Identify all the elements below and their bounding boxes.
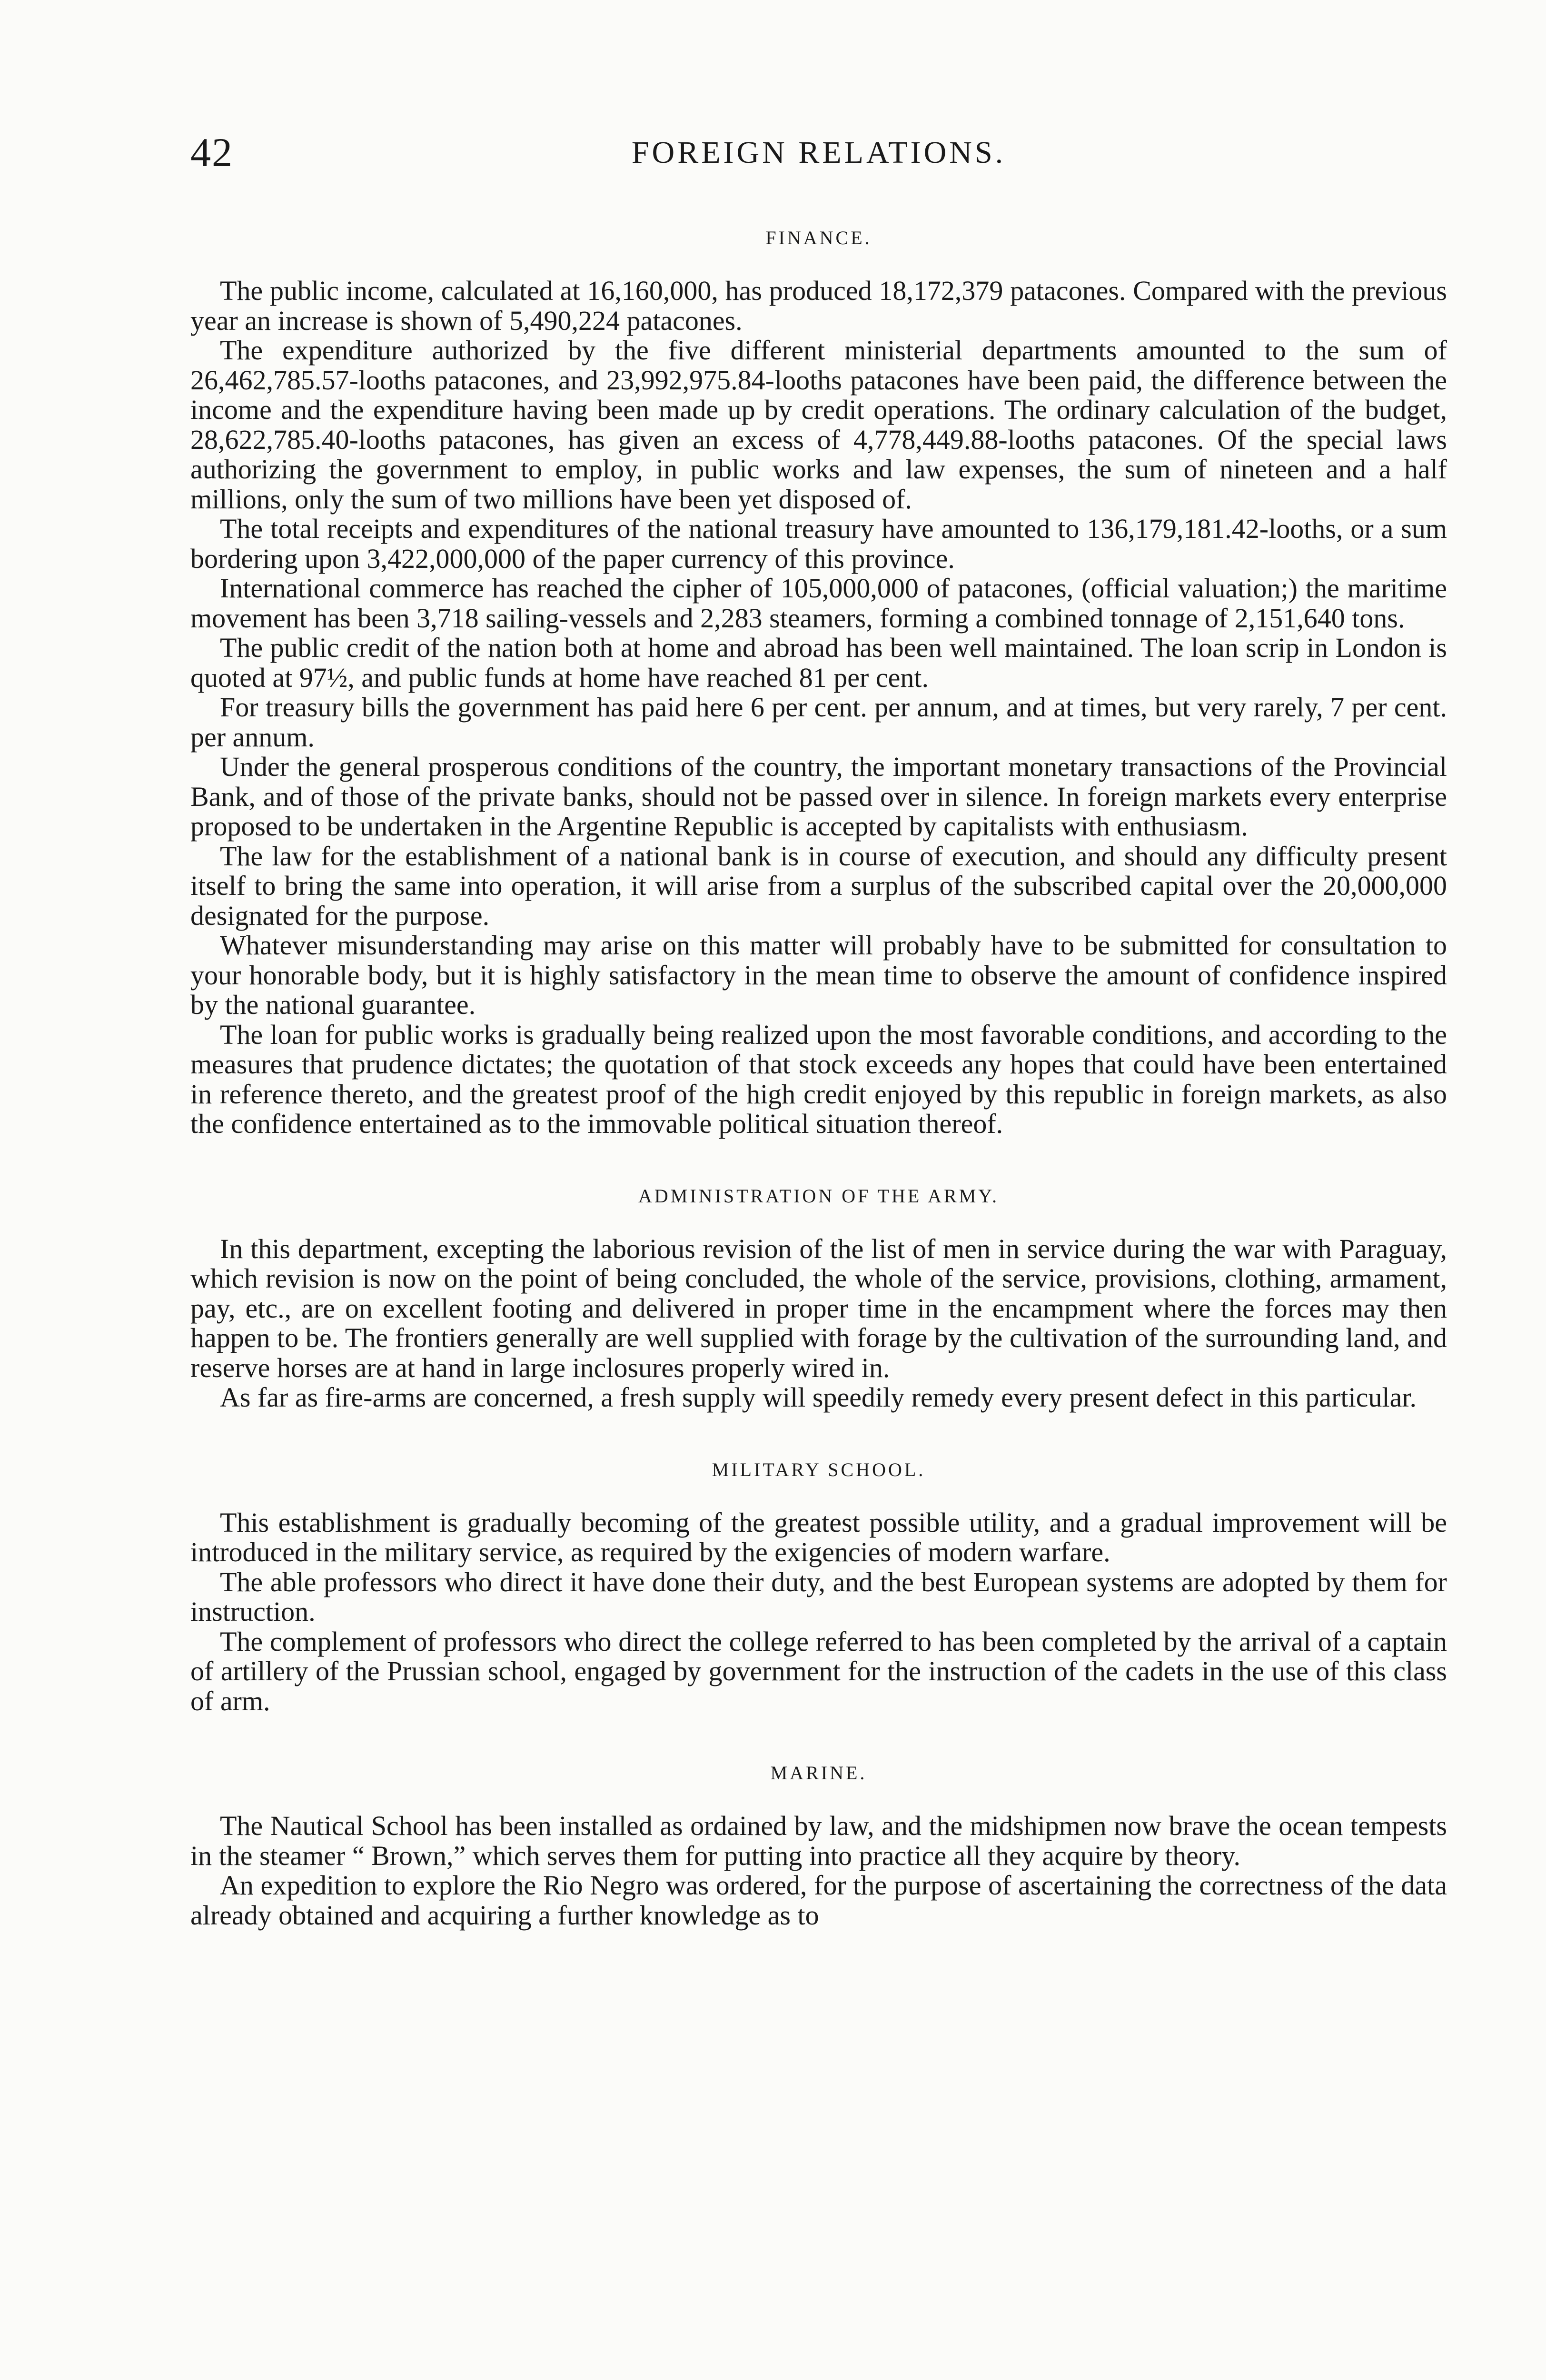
section-marine bbox=[190, 1759, 1447, 1930]
running-head: FOREIGN RELATIONS. bbox=[631, 135, 1006, 170]
section-finance bbox=[190, 224, 1447, 1139]
section-heading: MARINE. bbox=[770, 1762, 867, 1784]
page-number: 42 bbox=[190, 129, 233, 175]
page-body bbox=[190, 224, 1447, 1930]
paragraph: The complement of professors who direct the college referred to has been completed by the arrival of a captain of artillery of the Prussian school, engaged by government for the instruction of the cadets in the use of this class of arm. bbox=[190, 1626, 1447, 1716]
paragraph: The public income, calculated at 16,160,000, has produced 18,172,379 patacones. Compared with the previous year an increase is shown of 5,490,224 patacones. bbox=[190, 275, 1447, 336]
paragraph: Whatever misunderstanding may arise on this matter will probably have to be submitted for consultation to your honorable body, but it is highly satisfactory in the mean time to observe the amount of confidence inspired by the national guarantee. bbox=[190, 930, 1447, 1020]
section-heading: FINANCE. bbox=[765, 227, 872, 248]
paragraph: In this department, excepting the laborious revision of the list of men in service during the war with Paraguay, which revision is now on the point of being concluded, the whole of the service, provisions, clothing, armament, pay, etc., are on excellent footing and delivered in proper time in the encampment where the forces may then happen to be. The frontiers generally are well supplied with forage by the cultivation of the surrounding land, and reserve horses are at hand in large inclosures properly wired in. bbox=[190, 1233, 1447, 1383]
paragraph: An expedition to explore the Rio Negro was ordered, for the purpose of ascertaining the correctness of the data already obtained and acquiring a further knowledge as to bbox=[190, 1870, 1447, 1931]
section-heading: ADMINISTRATION OF THE ARMY. bbox=[638, 1185, 1000, 1207]
section-administration-of-the-army bbox=[190, 1182, 1447, 1413]
paragraph: Under the general prosperous conditions of the country, the important monetary transactions of the Provincial Bank, and of those of the private banks, should not be passed over in silence. In foreign markets every enterprise proposed to be undertaken in the Argentine Republic is accepted by capitalists with enthusiasm. bbox=[190, 751, 1447, 842]
page-header bbox=[190, 129, 1447, 181]
paragraph: As far as fire-arms are concerned, a fresh supply will speedily remedy every present defect in this particular. bbox=[220, 1382, 1417, 1413]
paragraph: The expenditure authorized by the five different ministerial departments amounted to the sum of 26,462,785.57-looths patacones, and 23,992,975.84-looths patacones have been paid, the difference between the income and the expenditure having been made up by credit operations. The ordinary calculation of the budget, 28,622,785.40-looths patacones, has given an excess of 4,778,449.88-looths patacones. Of the special laws authorizing the government to employ, in public works and law expenses, the sum of nineteen and a half millions, only the sum of two millions have been yet disposed of. bbox=[190, 335, 1447, 515]
paragraph: The loan for public works is gradually being realized upon the most favorable conditions, and according to the measures that prudence dictates; the quotation of that stock exceeds any hopes that could have been entertained in reference thereto, and the greatest proof of the high credit enjoyed by this republic in foreign markets, as also the confidence entertained as to the immovable political situation thereof. bbox=[190, 1019, 1447, 1139]
paragraph: This establishment is gradually becoming of the greatest possible utility, and a gradual improvement will be introduced in the military service, as required by the exigencies of modern warfare. bbox=[190, 1507, 1447, 1567]
paragraph: International commerce has reached the cipher of 105,000,000 of patacones, (official valuation;) the maritime movement has been 3,718 sailing-vessels and 2,283 steamers, forming a combined tonnage of 2,151,640 tons. bbox=[190, 573, 1447, 634]
paragraph: The Nautical School has been installed as ordained by law, and the midshipmen now brave the ocean tempests in the steamer “ Brown,” which serves them for putting into practice all they acquire by theory. bbox=[190, 1810, 1447, 1871]
section-heading: MILITARY SCHOOL. bbox=[712, 1458, 926, 1480]
paragraph: The able professors who direct it have done their duty, and the best European systems are adopted by them for instruction. bbox=[190, 1566, 1447, 1627]
paragraph: For treasury bills the government has paid here 6 per cent. per annum, and at times, but very rarely, 7 per cent. per annum. bbox=[190, 692, 1447, 753]
paragraph: The public credit of the nation both at home and abroad has been well maintained. The loan scrip in London is quoted at 97½, and public funds at home have reached 81 per cent. bbox=[190, 632, 1447, 693]
paragraph: The law for the establishment of a national bank is in course of execution, and should any difficulty present itself to bring the same into operation, it will arise from a surplus of the subscribed capital over the 20,000,000 designated for the purpose. bbox=[190, 840, 1447, 931]
paragraph: The total receipts and expenditures of the national treasury have amounted to 136,179,181.42-looths, or a sum bordering upon 3,422,000,000 of the paper currency of this province. bbox=[190, 513, 1447, 574]
section-military-school bbox=[190, 1456, 1447, 1716]
